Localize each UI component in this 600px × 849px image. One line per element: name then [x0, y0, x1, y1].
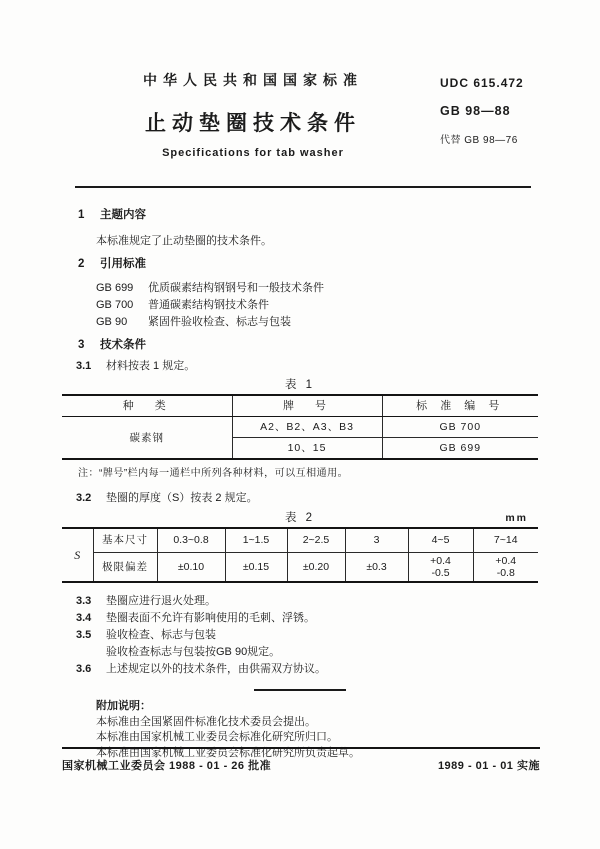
- table-1-note: 注：“牌号”栏内每一通栏中所列各种材料，可以互相通用。: [78, 468, 349, 479]
- reference-item: [62, 297, 538, 314]
- additional-note-line: 本标准由国家机械工业委员会标准化研究所负责起草。: [96, 746, 360, 759]
- deviation-value: -0.8: [496, 566, 515, 579]
- column-header: 标 准 编 号: [382, 395, 538, 417]
- clause-text: 验收检查、标志与包装: [106, 629, 216, 641]
- reference-item: [62, 280, 538, 297]
- clause-3-4: [62, 610, 538, 627]
- clause-number: 3.6: [76, 663, 92, 675]
- table-2-unit: mm: [505, 512, 528, 524]
- symbol-cell: S: [62, 528, 93, 582]
- clause-text: 垫圈表面不允许有影响使用的毛刺、浮锈。: [106, 612, 315, 624]
- clause-number: 3.2: [76, 492, 92, 504]
- document-body: [62, 203, 538, 761]
- clauses-3-3-to-3-6: [62, 593, 538, 678]
- standard-cell: GB 700: [382, 417, 538, 438]
- section-1-body: 本标准规定了止动垫圈的技术条件。: [96, 235, 272, 247]
- section-number: 2: [78, 258, 85, 270]
- table-1: [62, 394, 538, 460]
- approval-text: 国家机械工业委员会 1988 - 01 - 26 批准: [62, 760, 272, 772]
- end-of-text-divider: [254, 689, 346, 691]
- deviation-value: ±0.3: [366, 560, 387, 573]
- size-cell: 4~5: [408, 528, 473, 552]
- deviation-value: +0.4: [430, 554, 451, 567]
- table-1-caption: 表 1: [284, 379, 316, 391]
- clause-number: 3.5: [76, 629, 92, 641]
- clause-text: 材料按表 1 规定。: [106, 360, 196, 372]
- section-number: 1: [78, 209, 85, 221]
- clause-3-3: [62, 593, 538, 610]
- clause-text: 垫圈的厚度（S）按表 2 规定。: [106, 492, 258, 504]
- reference-item: [62, 314, 538, 331]
- grade-cell: 10、15: [232, 438, 382, 460]
- section-title: 主题内容: [100, 209, 146, 221]
- deviation-value: ±0.15: [242, 560, 270, 573]
- deviation-cell: [225, 552, 287, 582]
- reference-code: GB 699: [96, 282, 134, 294]
- reference-code: GB 90: [96, 316, 128, 328]
- clause-text: 上述规定以外的技术条件，由供需双方协议。: [106, 663, 326, 675]
- page-subtitle-en: Specifications for tab washer: [162, 147, 344, 159]
- section-1-heading: [62, 207, 538, 223]
- standard-code: GB 98—88: [440, 104, 511, 118]
- table-2-caption: 表 2: [284, 512, 316, 524]
- standard-cell: GB 699: [382, 438, 538, 460]
- replaces-note: 代替 GB 98—76: [440, 135, 518, 146]
- deviation-cell: [345, 552, 408, 582]
- size-cell: 2~2.5: [287, 528, 345, 552]
- additional-notes-title: 附加说明：: [96, 700, 151, 712]
- reference-code: GB 700: [96, 299, 134, 311]
- size-cell: 0.3~0.8: [157, 528, 225, 552]
- reference-name: 普通碳素结构钢技术条件: [148, 299, 269, 311]
- section-3-heading: [62, 337, 538, 353]
- header-divider: [75, 186, 531, 188]
- standard-codes-block: [440, 76, 590, 146]
- row-label: 基本尺寸: [93, 528, 157, 552]
- deviation-cell: [408, 552, 473, 582]
- approval-footer: [62, 747, 540, 773]
- grade-cell: A2、B2、A3、B3: [232, 417, 382, 438]
- reference-name: 优质碳素结构钢钢号和一般技术条件: [148, 282, 324, 294]
- udc-number: UDC 615.472: [440, 76, 524, 90]
- section-title: 技术条件: [100, 339, 146, 351]
- clause-3-6: [62, 661, 538, 678]
- section-2-heading: [62, 256, 538, 272]
- table-row: [62, 417, 538, 438]
- clause-number: 3.1: [76, 360, 92, 372]
- additional-note-line: 本标准由国家机械工业委员会标准化研究所归口。: [96, 731, 338, 743]
- column-header: 种 类: [62, 395, 232, 417]
- clause-3-5: [62, 627, 538, 644]
- material-category-cell: 碳素钢: [62, 417, 232, 460]
- size-cell: 3: [345, 528, 408, 552]
- deviation-value: ±0.20: [302, 560, 330, 573]
- clause-text: 垫圈应进行退火处理。: [106, 595, 216, 607]
- additional-note-line: 本标准由全国紧固件标准化技术委员会提出。: [96, 715, 316, 728]
- clause-3-2: [62, 490, 538, 506]
- deviation-value: +0.4: [495, 554, 517, 567]
- table-2-caption-row: [62, 510, 538, 527]
- deviation-value: -0.5: [431, 566, 450, 579]
- clause-number: 3.3: [76, 595, 92, 607]
- table-2: [62, 527, 538, 583]
- referenced-standards-list: [62, 280, 538, 331]
- size-cell: 1~1.5: [225, 528, 287, 552]
- standard-header: [88, 70, 418, 159]
- column-header: 牌 号: [232, 395, 382, 417]
- deviation-cell: [473, 552, 538, 582]
- clause-number: 3.4: [76, 612, 92, 624]
- national-standard-label: 中华人民共和国国家标准: [143, 72, 363, 88]
- page-title: 止动垫圈技术条件: [145, 112, 361, 135]
- clause-3-1: [62, 358, 538, 374]
- deviation-cell: [157, 552, 225, 582]
- section-title: 引用标准: [100, 258, 146, 270]
- table-2-deviations-row: [62, 552, 538, 582]
- section-number: 3: [78, 339, 85, 351]
- reference-name: 紧固件验收检查、标志与包装: [148, 316, 291, 328]
- row-label: 极限偏差: [93, 552, 157, 582]
- deviation-cell: [287, 552, 345, 582]
- clause-3-5-body: 验收检查标志与包装按GB 90规定。: [106, 646, 281, 658]
- table-1-header-row: [62, 395, 538, 417]
- deviation-value: ±0.10: [177, 560, 205, 573]
- table-2-sizes-row: [62, 528, 538, 552]
- size-cell: 7~14: [473, 528, 538, 552]
- implementation-text: 1989 - 01 - 01 实施: [437, 760, 540, 772]
